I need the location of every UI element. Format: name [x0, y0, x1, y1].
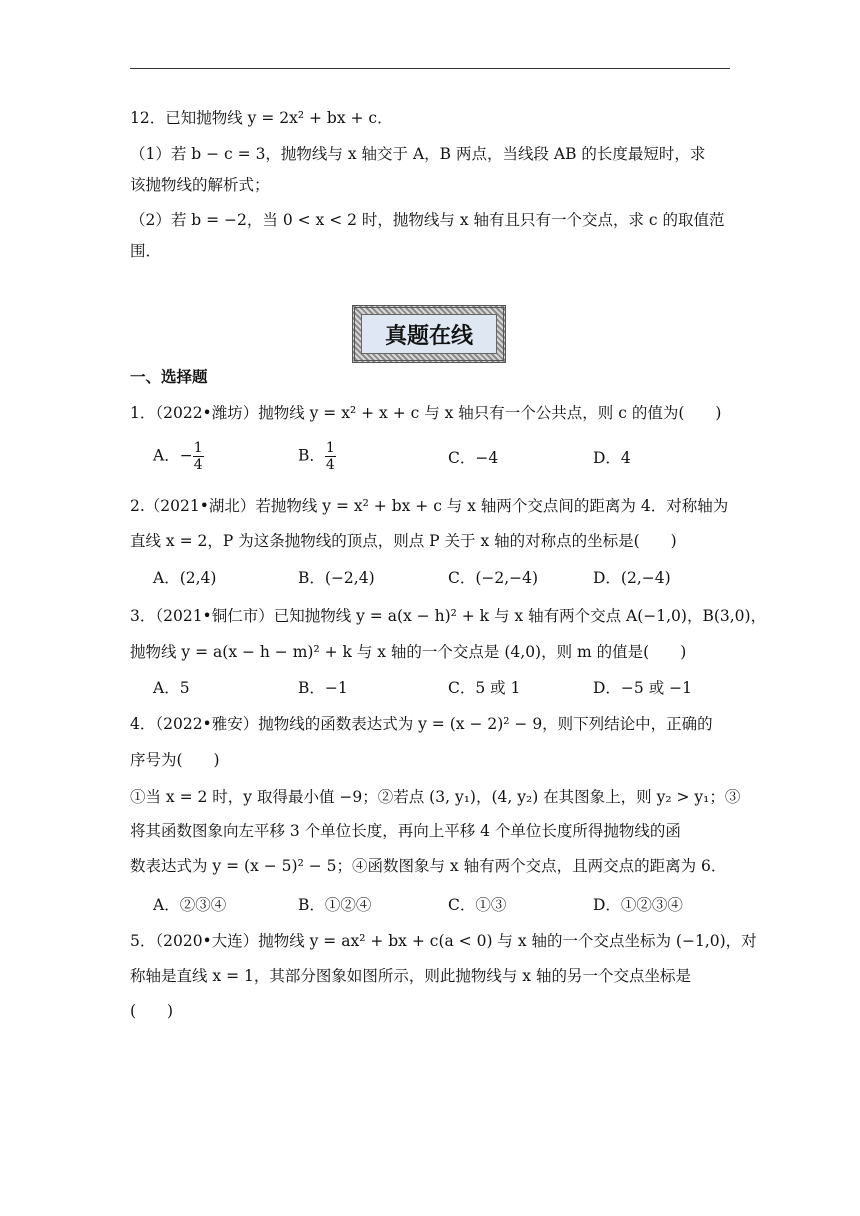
q2-option-d[interactable]: D．(2,−4) — [593, 569, 671, 587]
q1-option-b-label: B． — [298, 446, 325, 465]
q1-option-d[interactable]: D．4 — [593, 449, 631, 467]
q3-option-a[interactable]: A．5 — [153, 679, 190, 697]
q4-option-b[interactable]: B．①②④ — [298, 896, 372, 914]
q5-line2: 称轴是直线 x = 1，其部分图象如图所示，则此抛物线与 x 轴的另一个交点坐标是 — [130, 967, 691, 985]
q1-option-b-num: 1 — [325, 440, 335, 456]
q4-line5: 数表达式为 y = (x − 5)² − 5；④函数图象与 x 轴有两个交点，且两交点的距离为 6． — [130, 857, 727, 875]
q4-option-a[interactable]: A．②③④ — [153, 896, 227, 914]
section-banner — [352, 305, 506, 363]
q3-option-d[interactable]: D．−5 或 −1 — [593, 679, 692, 697]
q3-line2: 抛物线 y = a(x − h − m)² + k 与 x 轴的一个交点是 (4,0)，则 m 的值是( ) — [130, 643, 687, 661]
section-heading: 一、选择题 — [130, 368, 208, 386]
banner-title: 真题在线 — [361, 314, 497, 354]
q12-line4: （2）若 b = −2，当 0 < x < 2 时，抛物线与 x 轴有且只有一个交点，求 c 的取值范 — [130, 211, 725, 229]
q3-option-b[interactable]: B．−1 — [298, 679, 348, 697]
q2-option-c[interactable]: C．(−2,−4) — [448, 569, 539, 587]
q12-line5: 围． — [130, 242, 162, 260]
q2-option-a[interactable]: A．(2,4) — [153, 569, 217, 587]
q1-option-a-den: 4 — [193, 457, 203, 473]
q4-line3: ①当 x = 2 时，y 取得最小值 −9；②若点 (3, y₁)，(4, y₂) 在其图象上，则 y₂ > y₁；③ — [130, 788, 741, 806]
q1-option-b[interactable] — [298, 440, 336, 473]
q5-line1: 5．（2020•大连）抛物线 y = ax² + bx + c(a < 0) 与 x 轴的一个交点坐标为 (−1,0)，对 — [130, 932, 757, 950]
q12-line3: 该抛物线的解析式； — [130, 176, 270, 194]
q12-line1: 12．已知抛物线 y = 2x² + bx + c． — [130, 109, 393, 127]
q1-option-a-label: A． — [153, 446, 180, 465]
q12-line2: （1）若 b − c = 3，抛物线与 x 轴交于 A，B 两点，当线段 AB 的长度最短时，求 — [130, 145, 706, 163]
header-rule — [130, 68, 730, 69]
q5-line3: ( ) — [130, 1002, 174, 1020]
q1-option-c[interactable]: C．−4 — [448, 449, 499, 467]
q1-option-a[interactable] — [153, 440, 204, 473]
q3-option-c[interactable]: C．5 或 1 — [448, 679, 521, 697]
q2-line2: 直线 x = 2，P 为这条抛物线的顶点，则点 P 关于 x 轴的对称点的坐标是( ) — [130, 532, 677, 550]
q4-option-d[interactable]: D．①②③④ — [593, 896, 683, 914]
q2-option-b[interactable]: B．(−2,4) — [298, 569, 375, 587]
q4-line4: 将其函数图象向左平移 3 个单位长度，再向上平移 4 个单位长度所得抛物线的函 — [130, 822, 681, 840]
q1-stem: 1．（2022•潍坊）抛物线 y = x² + x + c 与 x 轴只有一个公共点，则 c 的值为( ) — [130, 404, 722, 422]
q4-line2: 序号为( ) — [130, 751, 220, 769]
q3-line1: 3．（2021•铜仁市）已知抛物线 y = a(x − h)² + k 与 x 轴有两个交点 A(−1,0)，B(3,0)， — [130, 607, 767, 625]
q1-option-a-fraction — [193, 440, 204, 473]
q4-line1: 4．（2022•雅安）抛物线的函数表达式为 y = (x − 2)² − 9，则下列结论中，正确的 — [130, 715, 713, 733]
q4-option-c[interactable]: C．①③ — [448, 896, 507, 914]
q1-option-a-sign: − — [179, 446, 193, 465]
q1-option-b-den: 4 — [325, 457, 335, 473]
q2-line1: 2.（2021•湖北）若抛物线 y = x² + bx + c 与 x 轴两个交点间的距离为 4．对称轴为 — [130, 497, 729, 515]
q1-option-a-num: 1 — [193, 440, 203, 456]
q1-option-b-fraction — [325, 440, 336, 473]
